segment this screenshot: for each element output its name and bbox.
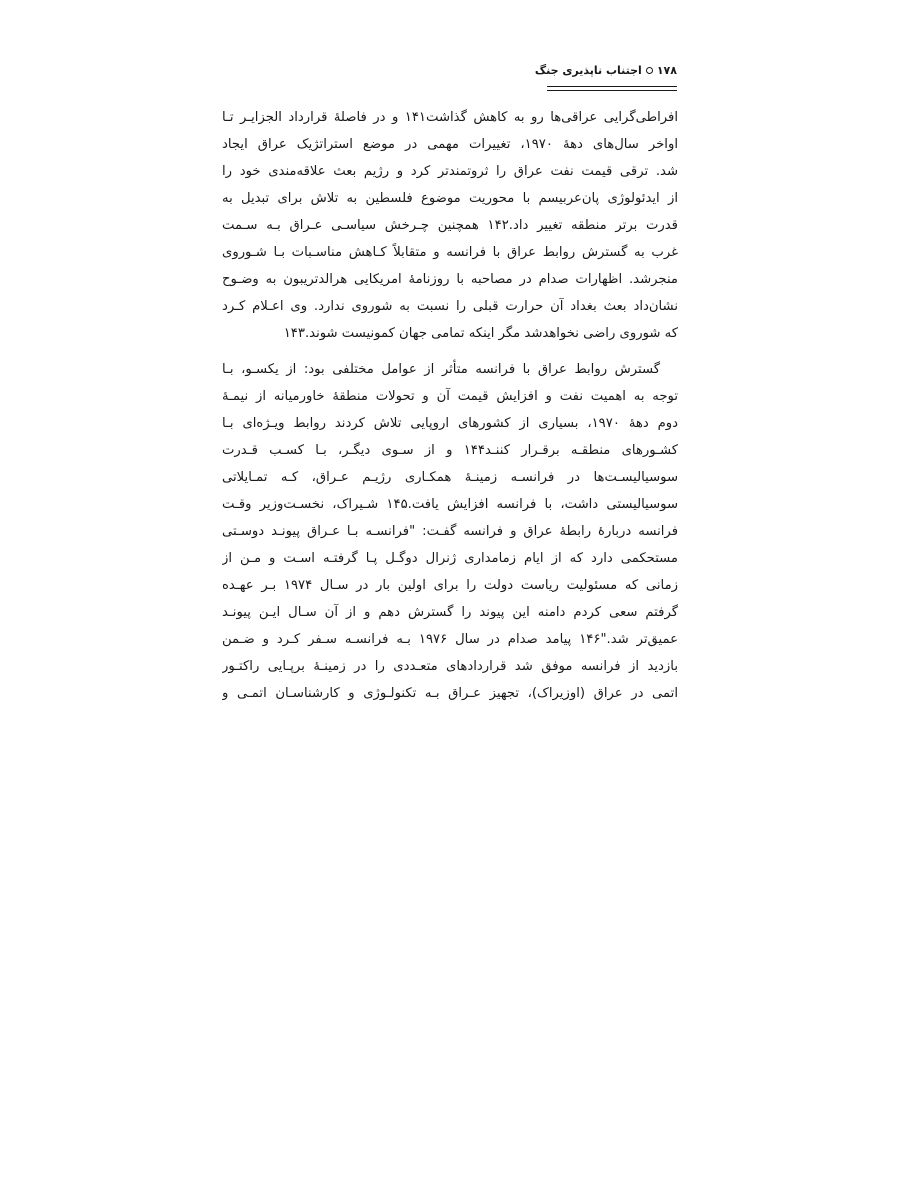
text-line: عمیق‌تر شد."۱۴۶ پیامد صدام در سال ۱۹۷۶ بـه فرانسـه سـفر کـرد و ضـمن <box>222 632 678 647</box>
running-head <box>535 64 677 77</box>
text-line: دوم دههٔ ۱۹۷۰، بسیاری از کشورهای اروپایی تلاش کردند روابط ویـژه‌ای بـا <box>222 416 678 431</box>
paragraph-1 <box>222 104 678 347</box>
circle-separator-icon <box>646 67 653 74</box>
text-line: از ایدئولوژی پان‌عربیسم با محوریت موضوع فلسطین به تلاش برای تبدیل به <box>222 191 678 206</box>
text-line: بازدید از فرانسه موفق شد قراردادهای متعـددی را در زمینـهٔ برپـایی راکتـور <box>222 659 678 674</box>
text-line: نشان‌داد بعث بغداد آن حرارت قبلی را نسبت به شوروی ندارد. وی اعـلام کـرد <box>222 299 678 314</box>
text-line: شد. ترقی قیمت نفت عراق را ثروتمندتر کرد و رژیم بعث علاقه‌مندی خود را <box>222 164 678 179</box>
text-line: منجرشد. اظهارات صدام در مصاحبه با روزنامهٔ امریکایی هرالدتریبون به وضـوح <box>222 272 678 287</box>
text-line: گرفتم سعی کردم دامنه این پیوند را گسترش دهم و از آن سـال ایـن پیونـد <box>222 605 678 620</box>
running-head-title: اجتناب ناپذیری جنگ <box>534 64 642 77</box>
text-line: اواخر سال‌های دههٔ ۱۹۷۰، تغییرات مهمی در موضع استراتژیک عراق ایجاد <box>222 137 678 152</box>
header-double-rule <box>547 86 677 91</box>
page-number: ۱۷۸ <box>656 64 677 77</box>
text-line: که شوروی راضی نخواهدشد مگر اینکه تمامی جهان کمونیست شوند.۱۴۳ <box>283 326 678 341</box>
text-line: توجه به اهمیت نفت و افزایش قیمت آن و تحولات منطقهٔ خاورمیانه از نیمـهٔ <box>222 389 678 404</box>
text-line: اتمی در عراق (اوزیراک)، تجهیز عـراق بـه تکنولـوژی و کارشناسـان اتمـی و <box>222 686 678 701</box>
text-line: غرب به گسترش روابط عراق با فرانسه و متقابلاً کـاهش مناسـبات بـا شـوروی <box>222 245 678 260</box>
text-line: سوسیالیستی داشت، با فرانسه افزایش یافت.۱۴۵ شـیراک، نخسـت‌وزیر وقـت <box>222 497 678 512</box>
text-line: قدرت برتر منطقه تغییر داد.۱۴۲ همچنین چـرخش سیاسـی عـراق بـه سـمت <box>222 218 678 233</box>
text-line: سوسیالیسـت‌ها در فرانسـه زمینـهٔ همکـاری رژیـم عـراق، کـه تمـایلاتی <box>222 470 678 485</box>
body-text <box>222 104 678 707</box>
text-line: فرانسه دربارهٔ رابطهٔ عراق و فرانسه گفـت: "فرانسـه بـا عـراق پیونـد دوسـتی <box>222 524 678 539</box>
paragraph-2 <box>222 356 678 707</box>
text-line: کشـورهای منطقـه برقـرار کننـد۱۴۴ و از سـوی دیگـر، بـا کسـب قـدرت <box>222 443 678 458</box>
text-line: مستحکمی دارد که از ایام زمامداری ژنرال دوگـل پـا گرفتـه اسـت و مـن از <box>222 551 678 566</box>
text-line: افراطی‌گرایی عراقی‌ها رو به کاهش گذاشت۱۴۱ و در فاصلهٔ قرارداد الجزایـر تـا <box>222 110 678 125</box>
text-line: زمانی که مسئولیت ریاست دولت را برای اولین بار در سـال ۱۹۷۴ بـر عهـده <box>222 578 678 593</box>
text-line: گسترش روابط عراق با فرانسه متأثر از عوامل مختلفی بود: از یکسـو، بـا <box>222 362 660 377</box>
